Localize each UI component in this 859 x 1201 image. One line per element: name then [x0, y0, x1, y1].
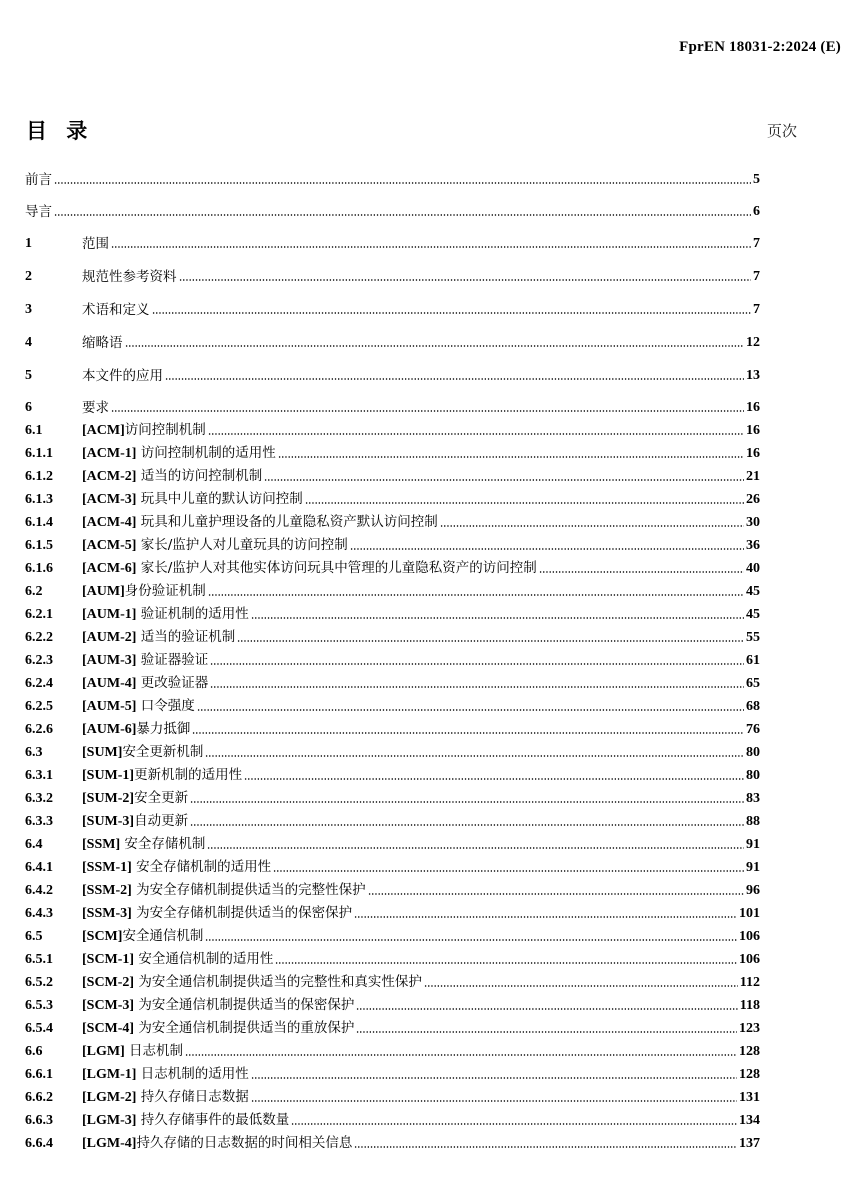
toc-entry-code: [ACM-6] — [82, 561, 137, 576]
toc-entry[interactable] — [25, 267, 760, 287]
toc-entry-page: 106 — [739, 929, 760, 944]
toc-entry-title — [82, 558, 537, 579]
toc-entry-label: 导言 — [25, 204, 52, 220]
toc-entry-number: 3 — [25, 302, 32, 317]
toc-entry-number: 6.3.1 — [25, 768, 53, 783]
toc-entry-page: 26 — [746, 492, 760, 507]
toc-entry-title — [82, 535, 348, 556]
toc-entry[interactable] — [25, 421, 760, 441]
toc-entry-code: [AUM-6] — [82, 722, 137, 737]
toc-entry-number: 6.2.3 — [25, 653, 53, 668]
toc-entry-label: 更改验证器 — [136, 675, 209, 691]
toc-entry[interactable] — [25, 743, 760, 763]
toc-entry-title — [82, 234, 109, 254]
toc-entry-title — [82, 788, 188, 809]
toc-entry-code: [SUM-2] — [82, 791, 135, 806]
toc-entry-title — [82, 443, 276, 464]
toc-entry-number: 6.6.3 — [25, 1113, 53, 1128]
toc-leader-dots — [208, 592, 744, 597]
toc-entry-number: 6.5 — [25, 929, 43, 944]
toc-leader-dots — [179, 277, 752, 282]
toc-entry-code: [SCM-3] — [82, 998, 135, 1013]
toc-entry-code: [SSM-2] — [82, 883, 132, 898]
toc-entry-title — [82, 834, 205, 855]
toc-entry[interactable] — [25, 1019, 760, 1039]
toc-entry[interactable] — [25, 234, 760, 254]
toc-entry-page: 7 — [753, 236, 760, 251]
toc-entry-label: 家长/监护人对其他实体访问玩具中管理的儿童隐私资产的访问控制 — [136, 560, 537, 576]
toc-entry-title — [82, 880, 366, 901]
toc-entry-title — [82, 995, 354, 1016]
toc-entry-label: 缩略语 — [82, 335, 123, 351]
toc-entry-page: 68 — [746, 699, 760, 714]
toc-entry-label: 为安全存储机制提供适当的保密保护 — [131, 905, 353, 921]
toc-leader-dots — [237, 638, 744, 643]
toc-leader-dots — [354, 1144, 737, 1149]
toc-entry-number: 6.5.2 — [25, 975, 53, 990]
toc-entry-page: 118 — [739, 998, 760, 1013]
toc-entry-code: [AUM-5] — [82, 699, 137, 714]
toc-entry-title — [82, 489, 303, 510]
toc-entry-title — [82, 903, 352, 924]
toc-entry-label: 前言 — [25, 172, 52, 188]
toc-entry-code: [AUM-1] — [82, 607, 137, 622]
toc-entry-number: 6.4.1 — [25, 860, 53, 875]
toc-entry-title — [82, 1018, 354, 1039]
toc-entry[interactable] — [25, 628, 760, 648]
toc-entry[interactable] — [25, 559, 760, 579]
toc-entry-code: [LGM-4] — [82, 1136, 137, 1151]
toc-entry[interactable] — [25, 789, 760, 809]
toc-entry[interactable] — [25, 1134, 760, 1154]
toc-entry[interactable] — [25, 927, 760, 947]
toc-entry-number: 2 — [25, 269, 32, 284]
toc-entry-label: 自动更新 — [134, 813, 189, 829]
toc-entry-label: 更新机制的适用性 — [134, 767, 243, 783]
toc-entry-label: 规范性参考资料 — [82, 269, 177, 285]
toc-entry-code: [ACM-4] — [82, 515, 137, 530]
toc-entry-title — [82, 742, 203, 763]
toc-entry-label: 为安全存储机制提供适当的完整性保护 — [131, 882, 366, 898]
toc-entry[interactable] — [25, 513, 760, 533]
toc-entry-code: [ACM] — [82, 423, 125, 438]
toc-entry-label: 为安全通信机制提供适当的保密保护 — [134, 997, 355, 1013]
toc-entry-page: 76 — [746, 722, 760, 737]
toc-entry-label: 暴力抵御 — [136, 721, 191, 737]
toc-leader-dots — [111, 408, 744, 413]
toc-entry-number: 6.2.5 — [25, 699, 53, 714]
toc-entry-title — [82, 420, 206, 441]
toc-entry-title — [82, 650, 208, 671]
toc-entry-page: 21 — [746, 469, 760, 484]
toc-entry-label: 持久存储的日志数据的时间相关信息 — [136, 1135, 353, 1151]
toc-entry-code: [LGM-2] — [82, 1090, 137, 1105]
document-id: FprEN 18031-2:2024 (E) — [679, 39, 841, 55]
toc-entry-label: 安全通信机制 — [122, 928, 204, 944]
toc-entry-page: 7 — [753, 302, 760, 317]
toc-leader-dots — [368, 891, 744, 896]
toc-entry-title — [82, 581, 206, 602]
toc-entry-page: 80 — [746, 745, 760, 760]
toc-entry-page: 137 — [739, 1136, 760, 1151]
toc-leader-dots — [125, 343, 745, 348]
toc-leader-dots — [185, 1052, 737, 1057]
toc-entry-code: [SSM-3] — [82, 906, 132, 921]
toc-entry-code: [SCM-4] — [82, 1021, 135, 1036]
toc-leader-dots — [424, 983, 738, 988]
toc-entry-title — [82, 972, 422, 993]
toc-entry-title — [25, 202, 52, 222]
toc-entry[interactable] — [25, 490, 760, 510]
toc-entry[interactable] — [25, 835, 760, 855]
toc-entry-title — [82, 512, 438, 533]
toc-entry-page: 65 — [746, 676, 760, 691]
toc-entry-number: 6.2.4 — [25, 676, 53, 691]
toc-entry-page: 131 — [739, 1090, 760, 1105]
toc-entry-label: 口令强度 — [136, 698, 195, 714]
toc-leader-dots — [54, 212, 751, 217]
toc-entry[interactable] — [25, 467, 760, 487]
toc-entry-title — [82, 673, 208, 694]
toc-entry-code: [AUM-3] — [82, 653, 137, 668]
toc-entry-label: 安全通信机制的适用性 — [134, 951, 274, 967]
toc-entry-page: 91 — [746, 860, 760, 875]
toc-leader-dots — [264, 477, 744, 482]
toc-entry-number: 6.1.3 — [25, 492, 53, 507]
toc-leader-dots — [197, 707, 744, 712]
toc-entry-title — [82, 333, 123, 353]
toc-entry-page: 5 — [753, 172, 760, 187]
toc-entry[interactable] — [25, 1088, 760, 1108]
toc-entry-title — [82, 765, 242, 786]
toc-entry[interactable] — [25, 366, 760, 386]
toc-entry[interactable] — [25, 812, 760, 832]
toc-entry[interactable] — [25, 720, 760, 740]
toc-entry-label: 要求 — [82, 400, 109, 416]
toc-leader-dots — [350, 546, 744, 551]
toc-entry-page: 6 — [753, 204, 760, 219]
toc-entry[interactable] — [25, 697, 760, 717]
toc-entry[interactable] — [25, 1111, 760, 1131]
toc-entry-label: 范围 — [82, 236, 109, 252]
toc-entry[interactable] — [25, 674, 760, 694]
toc-leader-dots — [278, 454, 744, 459]
toc-entry-number: 6.4 — [25, 837, 43, 852]
toc-entry-title — [82, 604, 249, 625]
toc-entry-number: 6.1.2 — [25, 469, 53, 484]
toc-entry-title — [82, 1041, 183, 1062]
toc-entry-number: 6.4.3 — [25, 906, 53, 921]
toc-entry-label: 为安全通信机制提供适当的重放保护 — [134, 1020, 355, 1036]
toc-entry-number: 6.3.3 — [25, 814, 53, 829]
toc-entry-label: 安全存储机制的适用性 — [131, 859, 272, 875]
toc-leader-dots — [244, 776, 744, 781]
toc-entry-number: 6 — [25, 400, 32, 415]
toc-entry-number: 6.6.4 — [25, 1136, 53, 1151]
toc-entry-page: 16 — [746, 400, 760, 415]
toc-entry-page: 55 — [746, 630, 760, 645]
toc-entry-code: [SSM-1] — [82, 860, 132, 875]
toc-leader-dots — [210, 661, 744, 666]
toc-entry-page: 30 — [746, 515, 760, 530]
toc-entry-page: 128 — [739, 1044, 760, 1059]
toc-leader-dots — [251, 1098, 737, 1103]
toc-entry-code: [LGM-3] — [82, 1113, 137, 1128]
toc-entry-label: 安全更新机制 — [122, 744, 204, 760]
toc-entry-label: 访问控制机制的适用性 — [136, 445, 276, 461]
toc-entry-title — [82, 696, 195, 717]
toc-entry[interactable] — [25, 444, 760, 464]
toc-entry-page: 80 — [746, 768, 760, 783]
toc-entry-code: [AUM-2] — [82, 630, 137, 645]
toc-entry-page: 12 — [746, 335, 760, 350]
toc-entry-label: 适当的验证机制 — [136, 629, 236, 645]
toc-entry-number: 6.5.4 — [25, 1021, 53, 1036]
toc-entry-page: 45 — [746, 607, 760, 622]
toc-leader-dots — [192, 730, 744, 735]
toc-entry-title — [82, 949, 273, 970]
toc-entry-number: 6.1.6 — [25, 561, 53, 576]
toc-entry-title — [82, 719, 190, 740]
toc-entry-page: 112 — [739, 975, 760, 990]
toc-entry-label: 日志机制 — [124, 1043, 184, 1059]
toc-entry-page: 106 — [739, 952, 760, 967]
toc-entry-label: 玩具中儿童的默认访问控制 — [136, 491, 303, 507]
toc-leader-dots — [208, 431, 744, 436]
toc-entry-code: [LGM-1] — [82, 1067, 137, 1082]
toc-entry-code: [ACM-3] — [82, 492, 137, 507]
toc-entry-code: [LGM] — [82, 1044, 125, 1059]
toc-entry-label: 验证器验证 — [136, 652, 209, 668]
toc-entry-title — [82, 811, 188, 832]
toc-entry-code: [SUM] — [82, 745, 123, 760]
toc-entry[interactable] — [25, 858, 760, 878]
toc-entry-title — [82, 267, 177, 287]
toc-entry-code: [SSM] — [82, 837, 121, 852]
toc-entry-label: 身份验证机制 — [124, 583, 206, 599]
toc-entry-page: 61 — [746, 653, 760, 668]
toc-entry-page: 16 — [746, 446, 760, 461]
toc-entry-title — [25, 170, 52, 190]
toc-entry-page: 83 — [746, 791, 760, 806]
toc-entry-title — [82, 398, 109, 418]
toc-entry-code: [SCM] — [82, 929, 123, 944]
toc-entry-number: 1 — [25, 236, 32, 251]
toc-entry-code: [ACM-1] — [82, 446, 137, 461]
toc-entry-title — [82, 926, 203, 947]
toc-leader-dots — [205, 937, 737, 942]
page-column-label: 页次 — [767, 122, 798, 140]
toc-leader-dots — [440, 523, 744, 528]
toc-entry-label: 安全更新 — [134, 790, 189, 806]
toc-entry-label: 玩具和儿童护理设备的儿童隐私资产默认访问控制 — [136, 514, 438, 530]
toc-leader-dots — [356, 1006, 737, 1011]
toc-entry-number: 6.3.2 — [25, 791, 53, 806]
toc-entry-number: 6.5.1 — [25, 952, 53, 967]
toc-entry[interactable] — [25, 202, 760, 222]
toc-entry-page: 123 — [739, 1021, 760, 1036]
toc-entry[interactable] — [25, 1042, 760, 1062]
toc-title: 目 录 — [26, 119, 94, 143]
toc-entry[interactable] — [25, 766, 760, 786]
toc-entry-number: 6.6.1 — [25, 1067, 53, 1082]
toc-entry-code: [ACM-2] — [82, 469, 137, 484]
toc-entry-label: 日志机制的适用性 — [136, 1066, 249, 1082]
toc-entry-page: 128 — [739, 1067, 760, 1082]
toc-entry-number: 6.1 — [25, 423, 43, 438]
toc-entry-number: 6.2.2 — [25, 630, 53, 645]
toc-entry-code: [AUM] — [82, 584, 125, 599]
toc-leader-dots — [356, 1029, 737, 1034]
toc-entry-page: 36 — [746, 538, 760, 553]
toc-leader-dots — [152, 310, 752, 315]
toc-entry-title — [82, 1133, 352, 1154]
toc-entry[interactable] — [25, 651, 760, 671]
toc-entry-title — [82, 857, 271, 878]
toc-entry-page: 134 — [739, 1113, 760, 1128]
toc-entry[interactable] — [25, 170, 760, 190]
toc-entry-page: 101 — [739, 906, 760, 921]
toc-leader-dots — [354, 914, 737, 919]
toc-entry-label: 本文件的应用 — [82, 368, 163, 384]
toc-entry[interactable] — [25, 605, 760, 625]
toc-entry-page: 13 — [746, 368, 760, 383]
toc-entry-number: 6.6.2 — [25, 1090, 53, 1105]
toc-entry-label: 家长/监护人对儿童玩具的访问控制 — [136, 537, 348, 553]
toc-entry[interactable] — [25, 582, 760, 602]
toc-entry-code: [ACM-5] — [82, 538, 137, 553]
toc-entry-label: 访问控制机制 — [124, 422, 206, 438]
toc-entry-label: 验证机制的适用性 — [136, 606, 249, 622]
toc-entry-code: [SUM-3] — [82, 814, 135, 829]
toc-entry[interactable] — [25, 398, 760, 418]
toc-leader-dots — [251, 615, 744, 620]
toc-leader-dots — [305, 500, 744, 505]
toc-entry[interactable] — [25, 333, 760, 353]
toc-entry-label: 术语和定义 — [82, 302, 150, 318]
toc-leader-dots — [190, 822, 744, 827]
toc-entry-page: 7 — [753, 269, 760, 284]
toc-entry-page: 88 — [746, 814, 760, 829]
toc-entry-number: 6.1.4 — [25, 515, 53, 530]
toc-entry[interactable] — [25, 904, 760, 924]
toc-entry-label: 持久存储事件的最低数量 — [136, 1112, 290, 1128]
toc-leader-dots — [54, 180, 751, 185]
toc-entry-label: 持久存储日志数据 — [136, 1089, 249, 1105]
toc-entry-code: [AUM-4] — [82, 676, 137, 691]
toc-entry-title — [82, 627, 235, 648]
toc-leader-dots — [165, 376, 744, 381]
toc-entry[interactable] — [25, 973, 760, 993]
toc-entry-page: 91 — [746, 837, 760, 852]
toc-entry-number: 6.1.5 — [25, 538, 53, 553]
toc-entry-title — [82, 366, 163, 386]
toc-entry-number: 6.2.1 — [25, 607, 53, 622]
toc-leader-dots — [190, 799, 744, 804]
toc-entry[interactable] — [25, 996, 760, 1016]
toc-entry-page: 45 — [746, 584, 760, 599]
toc-entry-title — [82, 466, 262, 487]
toc-entry-number: 6.2 — [25, 584, 43, 599]
toc-entry-number: 6.4.2 — [25, 883, 53, 898]
toc-entry-title — [82, 1087, 249, 1108]
toc-entry[interactable] — [25, 300, 760, 320]
toc-leader-dots — [539, 569, 744, 574]
toc-entry-number: 6.1.1 — [25, 446, 53, 461]
toc-entry-page: 40 — [746, 561, 760, 576]
toc-leader-dots — [210, 684, 744, 689]
toc-entry-code: [SCM-1] — [82, 952, 135, 967]
toc-entry-number: 5 — [25, 368, 32, 383]
toc-entry-title — [82, 300, 150, 320]
toc-entry-label: 适当的访问控制机制 — [136, 468, 263, 484]
toc-leader-dots — [273, 868, 744, 873]
toc-entry-page: 16 — [746, 423, 760, 438]
toc-leader-dots — [207, 845, 744, 850]
toc-entry[interactable] — [25, 1065, 760, 1085]
toc-entry-label: 安全存储机制 — [120, 836, 206, 852]
toc-entry-number: 6.2.6 — [25, 722, 53, 737]
toc-entry[interactable] — [25, 950, 760, 970]
toc-entry-code: [SCM-2] — [82, 975, 135, 990]
toc-leader-dots — [111, 244, 751, 249]
toc-leader-dots — [275, 960, 737, 965]
toc-entry-number: 4 — [25, 335, 32, 350]
toc-entry-title — [82, 1064, 249, 1085]
toc-entry[interactable] — [25, 536, 760, 556]
toc-leader-dots — [291, 1121, 737, 1126]
toc-entry-number: 6.5.3 — [25, 998, 53, 1013]
toc-entry-number: 6.3 — [25, 745, 43, 760]
toc-leader-dots — [251, 1075, 737, 1080]
toc-entry-page: 96 — [746, 883, 760, 898]
toc-entry-number: 6.6 — [25, 1044, 43, 1059]
toc-entry-code: [SUM-1] — [82, 768, 135, 783]
toc-entry-label: 为安全通信机制提供适当的完整性和真实性保护 — [134, 974, 422, 990]
toc-leader-dots — [205, 753, 744, 758]
toc-entry[interactable] — [25, 881, 760, 901]
toc-entry-title — [82, 1110, 289, 1131]
